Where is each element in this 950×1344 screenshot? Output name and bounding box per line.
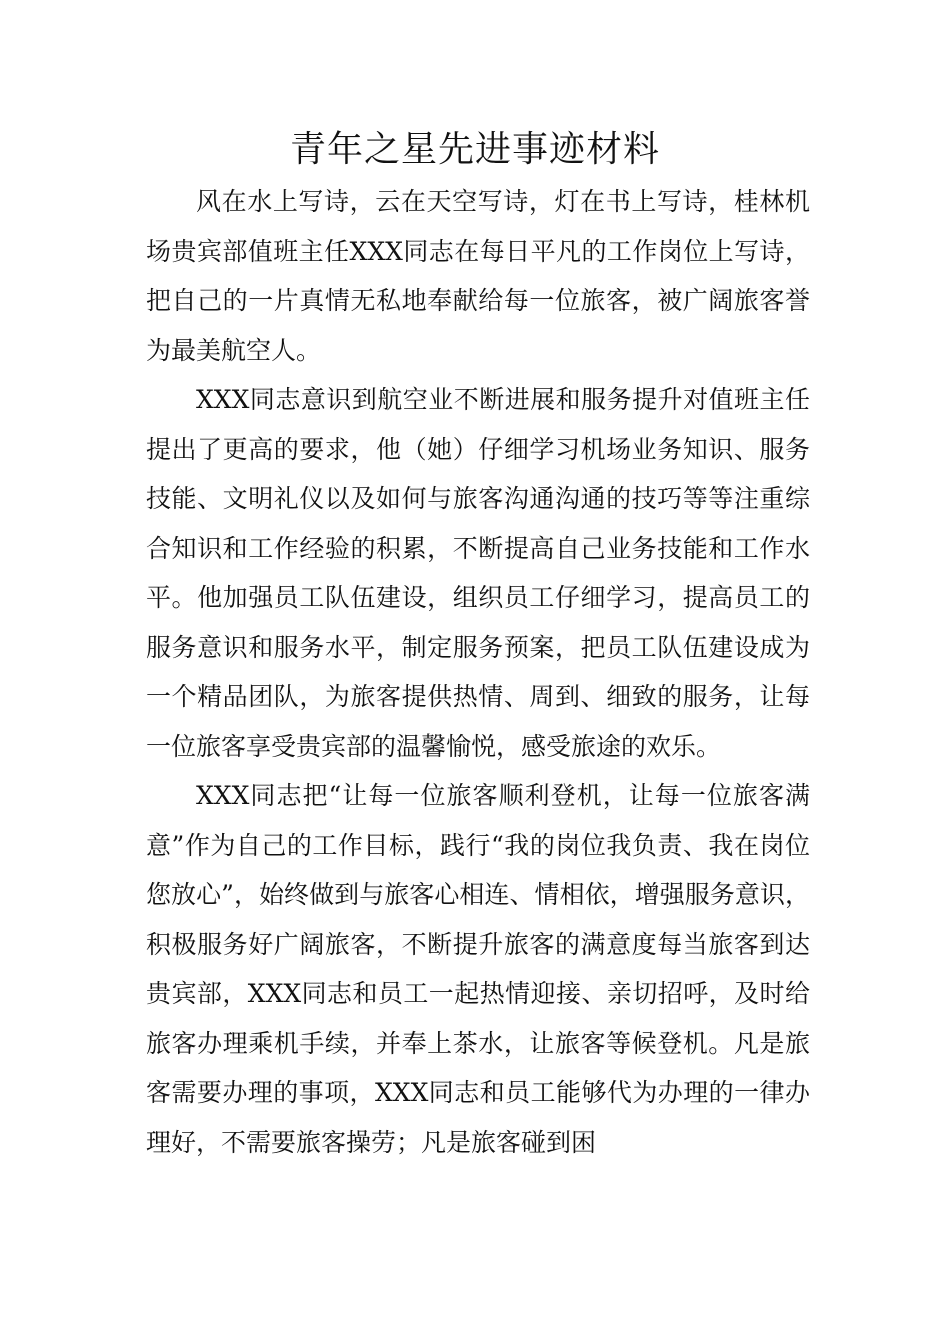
document-title: 青年之星先进事迹材料 [289, 129, 660, 170]
paragraph-2: XXX同志意识到航空业不断进展和服务提升对值班主任提出了更高的要求，他（她）仔细学习机场业务知识、服务技能、文明礼仪以及如何与旅客沟通沟通的技巧等等注重综合知识和工作经验的积累，不断提高自己业务技能和工作水平。他加强员工队伍建设，组织员工仔细学习，提高员工的服务意识和服务水平，制定服务预案，把员工队伍建设成为一个精品团队，为旅客提供热情、周到、细致的服务，让每一位旅客享受贵宾部的温馨愉悦，感受旅途的欢乐。 [146, 385, 810, 761]
paragraph-3: XXX同志把“让每一位旅客顺利登机，让每一位旅客满意”作为自己的工作目标，践行“我的岗位我负责、我在岗位您放心”，始终做到与旅客心相连、情相依，增强服务意识，积极服务好广阔旅客，不断提升旅客的满意度每当旅客到达贵宾部，XXX同志和员工一起热情迎接、亲切招呼，及时给旅客办理乘机手续，并奉上茶水，让旅客等候登机。凡是旅客需要办理的事项，XXX同志和员工能够代为办理的一律办理好，不需要旅客操劳；凡是旅客碰到困 [146, 781, 810, 1157]
document-body [146, 177, 810, 1167]
paragraph-1: 风在水上写诗，云在天空写诗，灯在书上写诗，桂林机场贵宾部值班主任XXX同志在每日平凡的工作岗位上写诗，把自己的一片真情无私地奉献给每一位旅客，被广阔旅客誉为最美航空人。 [146, 187, 810, 365]
